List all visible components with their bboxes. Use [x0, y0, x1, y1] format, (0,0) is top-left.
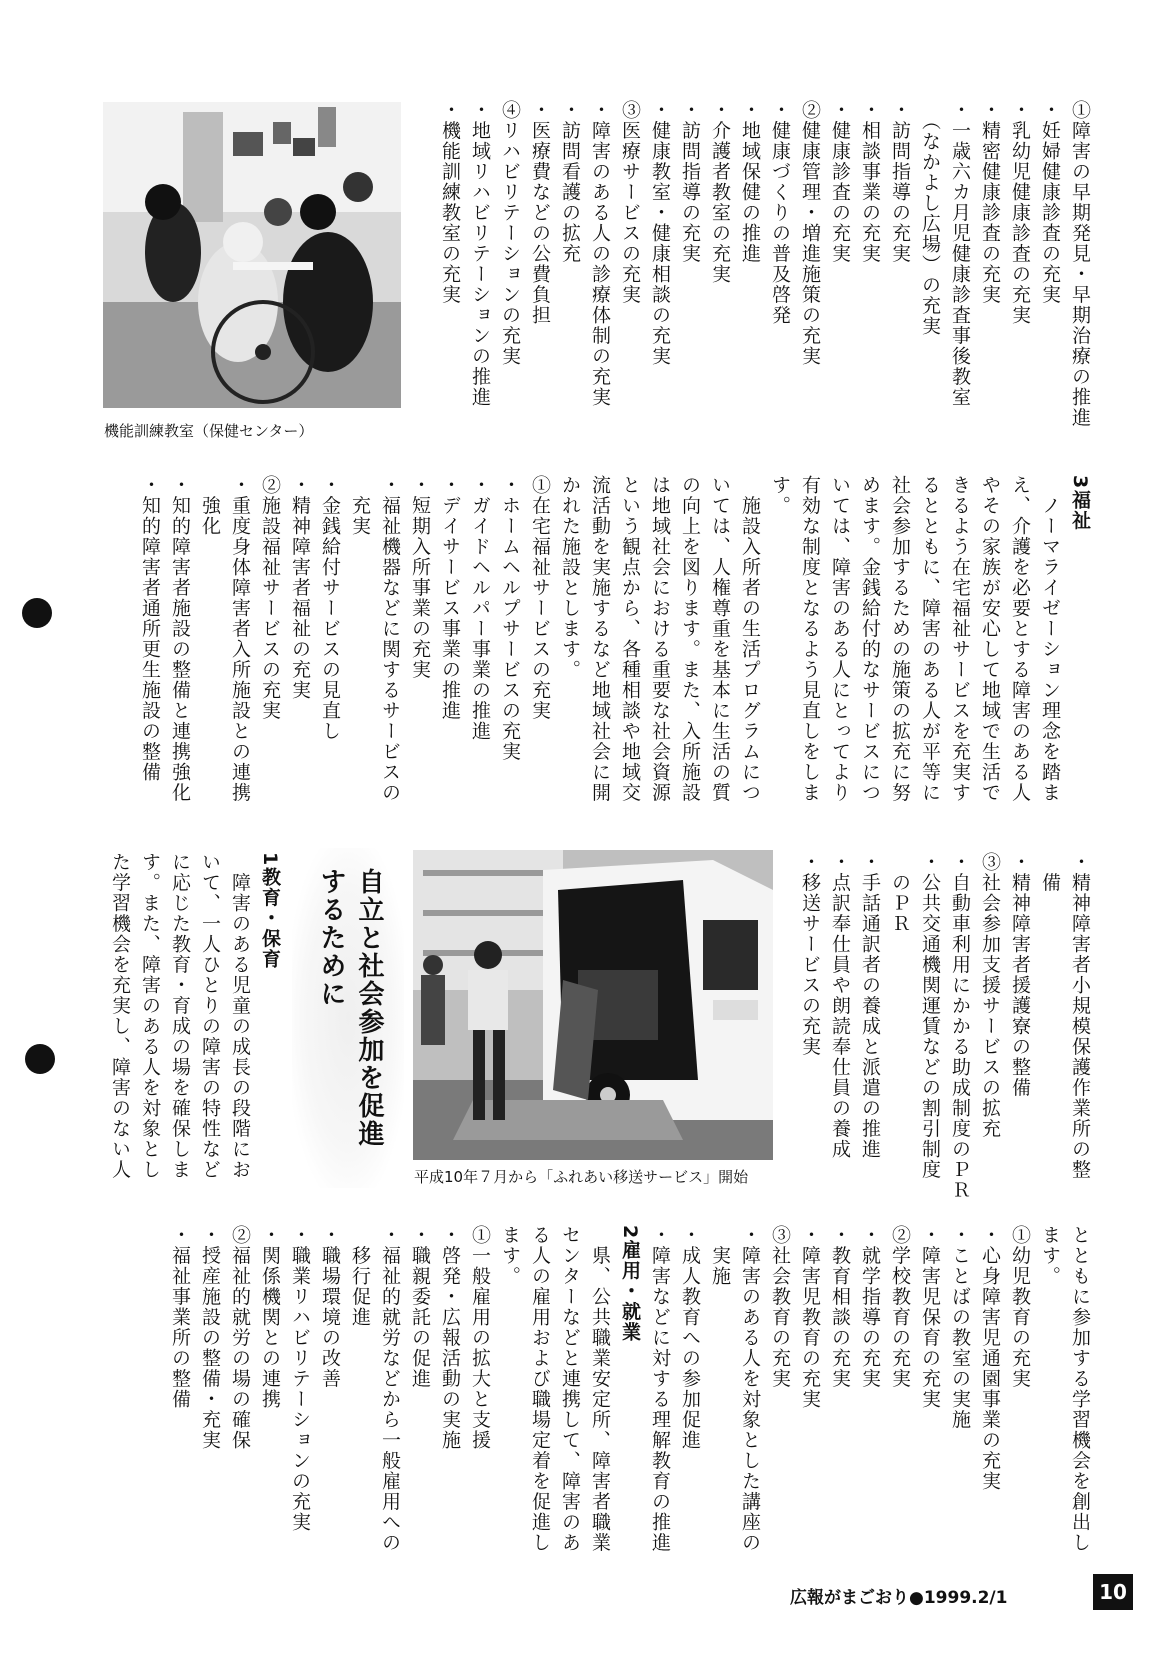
text-line: 実施 [709, 1225, 731, 1287]
text-line: 施設入所者の生活プログラムにつ [739, 475, 761, 803]
text-line: ・障害のある人の診療体制の充実 [589, 100, 611, 408]
text-line: ・授産施設の整備・充実 [199, 1225, 221, 1451]
text-line: きるよう在宅福祉サービスを充実す [949, 475, 971, 803]
text-line: ・啓発・広報活動の実施 [439, 1225, 461, 1451]
text-line: ・訪問看護の拡充 [559, 100, 581, 264]
text-line: いては、障害のある人にとってより [829, 475, 851, 803]
text-line: センターなどと連携して、障害のあ [559, 1225, 581, 1553]
punch-hole [25, 1044, 55, 1074]
text-line: の向上を図ります。また、入所施設 [679, 475, 701, 803]
text-line: す。また、障害のある人を対象とし [139, 852, 161, 1180]
text-line: ③医療サービスの充実 [619, 100, 641, 305]
text-line: ・精神障害者小規模保護作業所の整 [1069, 852, 1091, 1180]
text-line: ③社会教育の充実 [769, 1225, 791, 1389]
text-line: ・精密健康診査の充実 [979, 100, 1001, 305]
text-line: るとともに、障害のある人が平等に [919, 475, 941, 803]
text-line: ・知的障害者通所更生施設の整備 [139, 475, 161, 783]
text-line: る人の雇用および職場定着を促進し [529, 1225, 551, 1553]
text-line: 障害のある児童の成長の段階にお [229, 852, 251, 1180]
text-line: ・金銭給付サービスの見直し [319, 475, 341, 742]
text-line: ・職親委託の促進 [409, 1225, 431, 1389]
text-line: ・手話通訳者の養成と派遣の推進 [859, 852, 881, 1160]
text-line: ・地域リハビリテーションの推進 [469, 100, 491, 408]
text-line: ④リハビリテーションの充実 [499, 100, 521, 367]
text-line: ・職業リハビリテーションの充実 [289, 1225, 311, 1533]
text-line: ・障害児教育の充実 [799, 1225, 821, 1410]
text-line: ・就学指導の充実 [859, 1225, 881, 1389]
section-heading-employment: 2雇用・就業 [619, 1225, 641, 1343]
text-line: ・自動車利用にかかる助成制度のＰＲ [949, 852, 971, 1201]
text-line: ・ことばの教室の実施 [949, 1225, 971, 1430]
text-line: ・訪問指導の充実 [889, 100, 911, 264]
text-line: ・地域保健の推進 [739, 100, 761, 264]
text-line: ・障害などに対する理解教育の推進 [649, 1225, 671, 1553]
text-line: いては、人権尊重を基本に生活の質 [709, 475, 731, 803]
text-line: ②学校教育の充実 [889, 1225, 911, 1389]
text-line: ①一般雇用の拡大と支援 [469, 1225, 491, 1451]
text-line: す。 [769, 475, 791, 516]
text-line: ①障害の早期発見・早期治療の推進 [1069, 100, 1091, 428]
text-line: ・妊婦健康診査の充実 [1039, 100, 1061, 305]
text-line: めます。金銭給付的なサービスにつ [859, 475, 881, 803]
text-line: た学習機会を充実し、障害のない人 [109, 852, 131, 1180]
text-line: ・デイサービス事業の推進 [439, 475, 461, 721]
publication-footer: 広報がまごおり●1999.2/1 [790, 1588, 1008, 1608]
text-line: ・健康診査の充実 [829, 100, 851, 264]
text-line: ます。 [499, 1225, 521, 1287]
text-line: ・訪問指導の充実 [679, 100, 701, 264]
section-education [105, 852, 285, 1192]
text-line: ・ガイドヘルパー事業の推進 [469, 475, 491, 742]
text-line: ・障害児保育の充実 [919, 1225, 941, 1410]
text-line: ・乳幼児健康診査の充実 [1009, 100, 1031, 326]
text-line: ・ホームヘルプサービスの充実 [499, 475, 521, 762]
photo-rehab-class-image [103, 102, 401, 408]
text-line: やその家族が安心して地域で生活で [979, 475, 1001, 803]
section-social-participation [795, 852, 1095, 1201]
text-line: ・精神障害者援護寮の整備 [1009, 852, 1031, 1098]
text-line: ②施設福祉サービスの充実 [259, 475, 281, 721]
text-line: ・相談事業の充実 [859, 100, 881, 264]
text-line: ・公共交通機関運賃などの割引制度 [919, 852, 941, 1180]
text-line: という観点から、各種相談や地域交 [619, 475, 641, 803]
text-line: 有効な制度となるよう見直しをしま [799, 475, 821, 803]
punch-hole [22, 598, 52, 628]
text-line: ①幼児教育の充実 [1009, 1225, 1031, 1389]
text-line: ・福祉事業所の整備 [169, 1225, 191, 1410]
feature-title-line: するために [316, 868, 346, 1008]
text-line: のＰＲ [889, 852, 911, 934]
text-line: ②福祉的就労の場の確保 [229, 1225, 251, 1451]
photo-transport-service-caption: 平成10年７月から「ふれあい移送サービス」開始 [414, 1168, 749, 1186]
text-line: ます。 [1039, 1225, 1061, 1287]
text-line: ・職場環境の改善 [319, 1225, 341, 1389]
text-line: 流活動を実施するなど地域社会に開 [589, 475, 611, 803]
text-line: ・障害のある人を対象とした講座の [739, 1225, 761, 1553]
photo-rehab-class-caption: 機能訓練教室（保健センター） [104, 422, 314, 440]
text-line: （なかよし広場）の充実 [919, 100, 941, 337]
text-line: ③社会参加支援サービスの拡充 [979, 852, 1001, 1139]
text-line: 県、公共職業安定所、障害者職業 [589, 1225, 611, 1553]
photo-transport-service [413, 850, 773, 1160]
text-line: ・福祉的就労などから一般雇用への [379, 1225, 401, 1553]
section-education-employment [165, 1225, 1095, 1565]
text-line: ・成人教育への参加促進 [679, 1225, 701, 1451]
text-line: ・介護者教室の充実 [709, 100, 731, 285]
page-number: 10 [1093, 1574, 1133, 1610]
text-line: ・点訳奉仕員や朗読奉仕員の養成 [829, 852, 851, 1160]
text-line: ・福祉機器などに関するサービスの [379, 475, 401, 803]
text-line: ・一歳六カ月児健康診査事後教室 [949, 100, 971, 408]
photo-transport-service-image [413, 850, 773, 1160]
text-line: ・短期入所事業の充実 [409, 475, 431, 680]
text-line: ・教育相談の充実 [829, 1225, 851, 1389]
text-line: ・精神障害者福祉の充実 [289, 475, 311, 701]
section-heading-welfare: 3福祉 [1069, 475, 1091, 531]
text-line: に応じた教育・育成の場を確保しま [169, 852, 191, 1180]
text-line: 充実 [349, 475, 371, 537]
section-health-medical [435, 100, 1095, 440]
text-line: 社会参加するための施策の拡充に努 [889, 475, 911, 803]
text-line: かれた施設とします。 [559, 475, 581, 680]
text-line: 移行促進 [349, 1225, 371, 1328]
text-line: いて、一人ひとりの障害の特性など [199, 852, 221, 1180]
text-line: ・移送サービスの充実 [799, 852, 821, 1057]
section-heading-education: 1教育・保育 [259, 852, 281, 970]
text-line: ・心身障害児通園事業の充実 [979, 1225, 1001, 1492]
photo-rehab-class [103, 102, 401, 408]
text-line: え、介護を必要とする障害のある人 [1009, 475, 1031, 803]
text-line: ・知的障害者施設の整備と連携強化 [169, 475, 191, 803]
text-line: ②健康管理・増進施策の充実 [799, 100, 821, 367]
section-welfare [135, 475, 1095, 815]
text-line: ・医療費などの公費負担 [529, 100, 551, 326]
text-line: ・健康づくりの普及啓発 [769, 100, 791, 326]
feature-title [312, 868, 388, 1178]
text-line: ・関係機関との連携 [259, 1225, 281, 1410]
text-line: ①在宅福祉サービスの充実 [529, 475, 551, 721]
text-line: ・機能訓練教室の充実 [439, 100, 461, 305]
text-line: 備 [1039, 852, 1061, 893]
text-line: 強化 [199, 475, 221, 537]
feature-title-line: 自立と社会参加を促進 [354, 868, 384, 1148]
text-line: ・健康教室・健康相談の充実 [649, 100, 671, 367]
text-line: とともに参加する学習機会を創出し [1069, 1225, 1091, 1553]
text-line: は地域社会における重要な社会資源 [649, 475, 671, 803]
text-line: ノーマライゼーション理念を踏ま [1039, 475, 1061, 803]
text-line: ・重度身体障害者入所施設との連携 [229, 475, 251, 803]
